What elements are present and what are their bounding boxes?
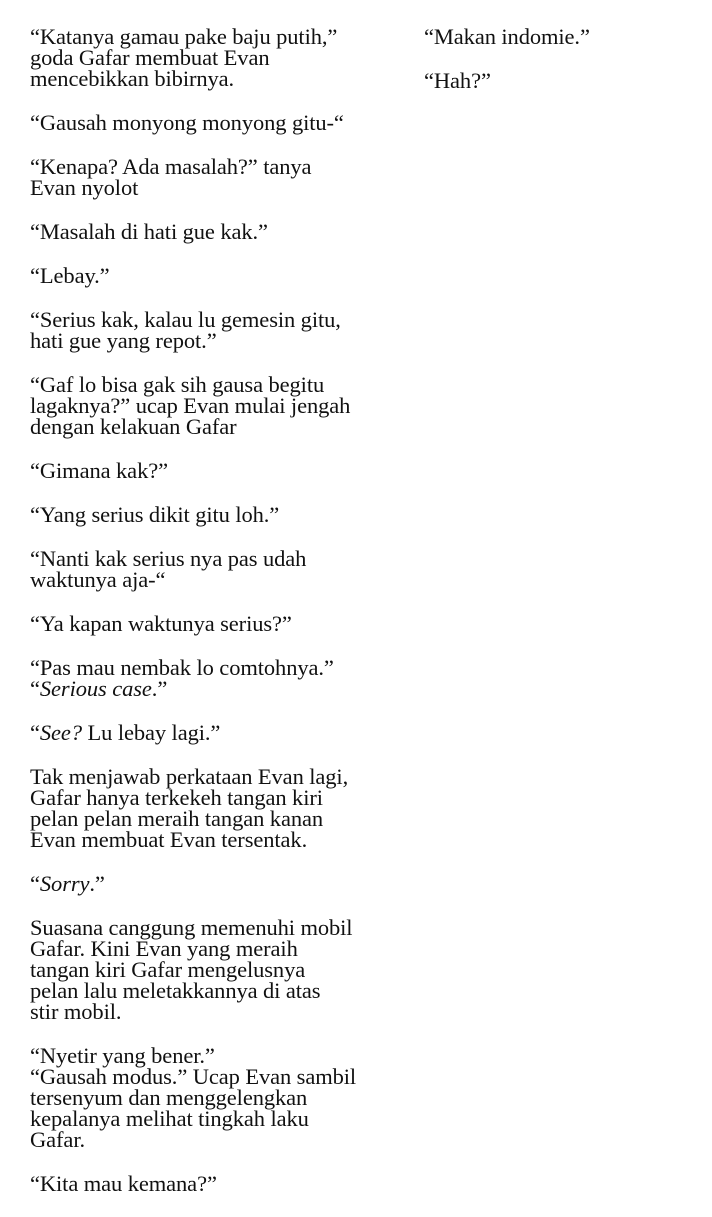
paragraph-3 xyxy=(30,156,402,198)
open-quote: “ xyxy=(30,720,40,745)
text-line: “Nyetir yang bener.” xyxy=(30,1043,215,1068)
paragraph-10 xyxy=(30,548,402,590)
paragraph-14 xyxy=(30,766,402,850)
text-line: “Ya kapan waktunya serius?” xyxy=(30,611,292,636)
italic-phrase: Serious case xyxy=(39,676,152,701)
text-line: pelan pelan meraih tangan kanan xyxy=(30,806,324,831)
text-line: Gafar. xyxy=(30,1127,85,1152)
close-quote: .” xyxy=(89,871,105,896)
paragraph-13 xyxy=(30,722,402,743)
text-line: waktunya aja-“ xyxy=(30,567,166,592)
text-line: Gafar hanya terkekeh tangan kiri xyxy=(30,785,323,810)
text-line: “Serius kak, kalau lu gemesin gitu, xyxy=(30,307,341,332)
text-line: “Yang serius dikit gitu loh.” xyxy=(30,502,280,527)
text-line: “Gausah modus.” Ucap Evan sambil xyxy=(30,1064,357,1089)
text-line xyxy=(30,873,402,894)
text-line: kepalanya melihat tingkah laku xyxy=(30,1106,309,1131)
left-text-column xyxy=(30,26,402,1217)
text-line: “Nanti kak serius nya pas udah xyxy=(30,546,307,571)
text-line: tangan kiri Gafar mengelusnya xyxy=(30,957,306,982)
text-line: mencebikkan bibirnya. xyxy=(30,66,235,91)
text-line: Gafar. Kini Evan yang meraih xyxy=(30,936,298,961)
text-line: Tak menjawab perkataan Evan lagi, xyxy=(30,764,349,789)
text-line: “Gausah monyong monyong gitu-“ xyxy=(30,110,344,135)
paragraph-16 xyxy=(30,917,402,1022)
paragraph-7 xyxy=(30,374,402,437)
text-line: “Masalah di hati gue kak.” xyxy=(30,219,268,244)
paragraph-18 xyxy=(30,1173,402,1194)
italic-phrase: Sorry xyxy=(39,871,90,896)
text-line: “Katanya gamau pake baju putih,” xyxy=(30,24,338,49)
paragraph-right-1 xyxy=(424,26,694,47)
text-line: Evan nyolot xyxy=(30,175,139,200)
text-line: “Makan indomie.” xyxy=(424,24,590,49)
text-line: “Lebay.” xyxy=(30,263,110,288)
paragraph-1 xyxy=(30,26,402,89)
italic-phrase: See? xyxy=(39,720,82,745)
paragraph-6 xyxy=(30,309,402,351)
paragraph-9 xyxy=(30,504,402,525)
text-line: dengan kelakuan Gafar xyxy=(30,414,237,439)
paragraph-right-2 xyxy=(424,70,694,91)
paragraph-12 xyxy=(30,657,402,699)
text-line: lagaknya?” ucap Evan mulai jengah xyxy=(30,393,351,418)
close-quote: .” xyxy=(151,676,168,701)
paragraph-17 xyxy=(30,1045,402,1150)
text-line: “Kenapa? Ada masalah?” tanya xyxy=(30,154,312,179)
text-line: hati gue yang repot.” xyxy=(30,328,217,353)
open-quote: “ xyxy=(30,871,40,896)
text-line: “Gaf lo bisa gak sih gausa begitu xyxy=(30,372,325,397)
paragraph-15 xyxy=(30,873,402,894)
text-line: Evan membuat Evan tersentak. xyxy=(30,827,308,852)
text-line: “Kita mau kemana?” xyxy=(30,1171,217,1196)
text-line: goda Gafar membuat Evan xyxy=(30,45,270,70)
text-line: “Pas mau nembak lo comtohnya.” xyxy=(30,655,334,680)
paragraph-2 xyxy=(30,112,402,133)
right-text-column xyxy=(424,26,694,114)
text-line xyxy=(30,678,402,699)
paragraph-5 xyxy=(30,265,402,286)
paragraph-4 xyxy=(30,221,402,242)
text-line: pelan lalu meletakkannya di atas xyxy=(30,978,321,1003)
open-quote: “ xyxy=(30,676,40,701)
paragraph-8 xyxy=(30,460,402,481)
text-rest: Lu lebay lagi.” xyxy=(81,720,221,745)
text-line: “Hah?” xyxy=(424,68,491,93)
text-line: tersenyum dan menggelengkan xyxy=(30,1085,308,1110)
text-line: stir mobil. xyxy=(30,999,122,1024)
text-line: Suasana canggung memenuhi mobil xyxy=(30,915,353,940)
paragraph-11 xyxy=(30,613,402,634)
text-line: “Gimana kak?” xyxy=(30,458,168,483)
text-line xyxy=(30,722,402,743)
